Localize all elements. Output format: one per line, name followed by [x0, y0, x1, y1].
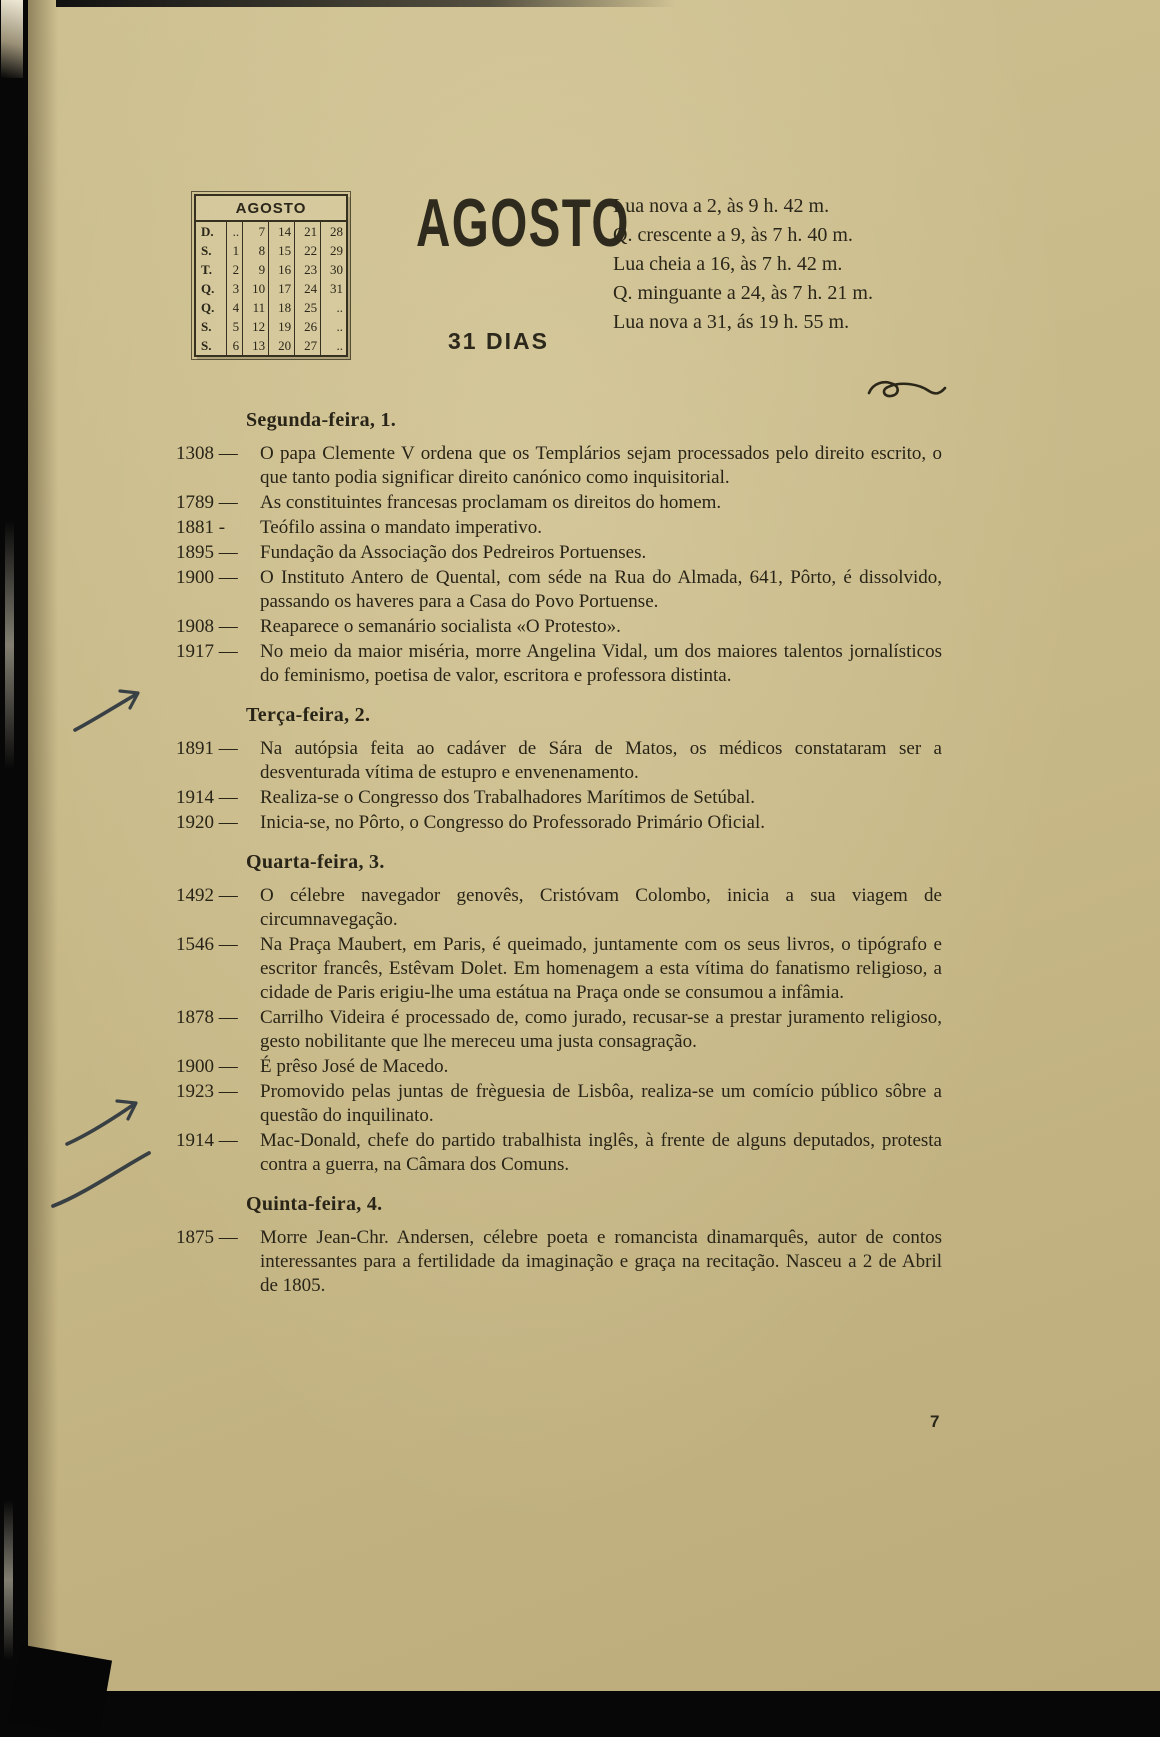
calendar-date: 13 [243, 336, 269, 355]
event-year: 1914 — [176, 787, 238, 808]
moon-phase-line: Q. minguante a 24, às 7 h. 21 m. [613, 282, 873, 304]
calendar-date: 8 [243, 241, 269, 260]
moon-phase-line: Lua nova a 2, às 9 h. 42 m. [613, 195, 830, 217]
calendar-row [196, 317, 346, 336]
weekday-letter: Q. [201, 300, 215, 315]
calendar-row [196, 336, 346, 355]
calendar-date: 26 [295, 317, 321, 336]
calendar-table [194, 194, 348, 357]
event-year: 1881 - [176, 517, 226, 538]
calendar-date: 29 [321, 241, 346, 260]
event-entry [176, 1226, 942, 1298]
calendar-date: .. [227, 222, 243, 241]
event-year: 1308 — [176, 443, 238, 464]
weekday-letter: T. [201, 262, 212, 277]
event-year: 1546 — [176, 934, 238, 955]
event-year: 1895 — [176, 542, 238, 563]
calendar-date: .. [321, 298, 346, 317]
event-year: 1891 — [176, 738, 238, 759]
event-text: Promovido pelas juntas de frèguesia de Lisbôa, realiza-se um comício público sôbre a questão do inquilinato. [260, 1081, 942, 1126]
calendar-date: 24 [295, 279, 321, 298]
calendar-grid [196, 222, 346, 355]
calendar-date: 18 [269, 298, 295, 317]
moon-phases-block [613, 192, 953, 337]
calendar-date: 1 [227, 241, 243, 260]
weekday-letter: S. [201, 338, 212, 353]
calendar-date: 4 [227, 298, 243, 317]
event-text: Inicia-se, no Pôrto, o Congresso do Professorado Primário Oficial. [260, 812, 765, 833]
calendar-date: 28 [321, 222, 346, 241]
weekday-heading: Terça-feira, 2. [246, 704, 371, 726]
event-year: 1900 — [176, 1056, 238, 1077]
event-year: 1923 — [176, 1081, 238, 1102]
calendar-date: 20 [269, 336, 295, 355]
calendar-date: .. [321, 317, 346, 336]
event-entry [176, 811, 942, 835]
calendar-date: 12 [243, 317, 269, 336]
event-text: Realiza-se o Congresso dos Trabalhadores Marítimos de Setúbal. [260, 787, 755, 808]
calendar-date: 14 [269, 222, 295, 241]
spine-highlight [4, 1500, 13, 1660]
calendar-row [196, 279, 346, 298]
event-text: Carrilho Videira é processado de, como jurado, recusar-se a prestar juramento religioso, gesto nobilitante que lhe mereceu uma justa consagração. [260, 1007, 942, 1052]
calendar-date: 31 [321, 279, 346, 298]
event-year: 1900 — [176, 567, 238, 588]
event-text: É prêso José de Macedo. [260, 1056, 449, 1077]
event-year: 1789 — [176, 492, 238, 513]
calendar-date: 5 [227, 317, 243, 336]
event-entry [176, 884, 942, 932]
calendar-row [196, 241, 346, 260]
days-count-label: 31 DIAS [448, 328, 549, 354]
moon-phase-line: Lua nova a 31, ás 19 h. 55 m. [613, 311, 850, 333]
calendar-date: 27 [295, 336, 321, 355]
calendar-date: 11 [243, 298, 269, 317]
handwritten-arrow-mark [72, 688, 144, 734]
calendar-date: 6 [227, 336, 243, 355]
event-text: Mac-Donald, chefe do partido trabalhista inglês, à frente de alguns deputados, protesta contra a guerra, na Câmara dos Comuns. [260, 1130, 942, 1175]
weekday-heading: Segunda-feira, 1. [246, 409, 397, 431]
calendar-row [196, 260, 346, 279]
event-text: O Instituto Antero de Quental, com séde na Rua do Almada, 641, Pôrto, é dissolvido, passando os haveres para a Casa do Povo Portuense. [260, 567, 942, 612]
event-entry [176, 1055, 942, 1079]
calendar-date: .. [321, 336, 346, 355]
event-entry [176, 933, 942, 1005]
calendar-date: 16 [269, 260, 295, 279]
calendar-date: 17 [269, 279, 295, 298]
event-entry [176, 1080, 942, 1128]
calendar-row [196, 298, 346, 317]
event-entry [176, 541, 942, 565]
calendar-date: 25 [295, 298, 321, 317]
event-text: O papa Clemente V ordena que os Templários sejam processados pelo direito escrito, o que tanto podia significar direito canónico como inquisitorial. [260, 443, 942, 488]
handwritten-stroke-mark [50, 1148, 154, 1210]
events-column [176, 405, 942, 1299]
page-edge-highlight [1, 0, 23, 78]
event-year: 1914 — [176, 1130, 238, 1151]
event-year: 1908 — [176, 616, 238, 637]
weekday-letter: S. [201, 243, 212, 258]
calendar-date: 22 [295, 241, 321, 260]
page-corner-shadow [8, 1645, 112, 1737]
calendar-date: 10 [243, 279, 269, 298]
month-title: AGOSTO [416, 185, 630, 261]
event-text: Teófilo assina o mandato imperativo. [260, 517, 543, 538]
event-entry [176, 737, 942, 785]
weekday-letter: D. [201, 224, 214, 239]
calendar-title: AGOSTO [196, 196, 346, 222]
calendar-date: 21 [295, 222, 321, 241]
event-year: 1917 — [176, 641, 238, 662]
calendar-date: 7 [243, 222, 269, 241]
event-entry [176, 1006, 942, 1054]
event-entry [176, 640, 942, 688]
event-entry [176, 786, 942, 810]
event-text: Fundação da Associação dos Pedreiros Portuenses. [260, 542, 647, 563]
event-entry [176, 491, 942, 515]
event-entry [176, 442, 942, 490]
event-text: Na Praça Maubert, em Paris, é queimado, juntamente com os seus livros, o tipógrafo e escritor francês, Estêvam Dolet. Em homenagem a esta vítima do fanatismo religioso, a cidade de Paris erigiu-lhe uma estátua na Praça onde se consumou a infâmia. [260, 934, 942, 1003]
calendar-date: 3 [227, 279, 243, 298]
event-text: Morre Jean-Chr. Andersen, célebre poeta e romancista dinamarquês, autor de contos interessantes para a fertilidade da imaginação e graça na recitação. Nasceu a 2 de Abril de 1805. [260, 1227, 942, 1296]
weekday-letter: S. [201, 319, 212, 334]
page-number: 7 [930, 1412, 940, 1431]
spine-highlight [5, 520, 14, 770]
moon-phase-line: Lua cheia a 16, às 7 h. 42 m. [613, 253, 843, 275]
weekday-letter: Q. [201, 281, 215, 296]
event-year: 1920 — [176, 812, 238, 833]
event-text: No meio da maior miséria, morre Angelina Vidal, um dos maiores talentos jornalísticos do feminismo, poetisa de valor, escritora e professora distinta. [260, 641, 942, 686]
handwritten-arrow-mark [64, 1098, 142, 1148]
event-year: 1875 — [176, 1227, 238, 1248]
event-entry [176, 516, 942, 540]
weekday-heading: Quinta-feira, 4. [246, 1193, 383, 1215]
calendar-date: 9 [243, 260, 269, 279]
weekday-heading: Quarta-feira, 3. [246, 851, 385, 873]
event-text: Reaparece o semanário socialista «O Protesto». [260, 616, 621, 637]
flourish-ornament-icon [866, 378, 948, 406]
moon-phase-line: Q. crescente a 9, às 7 h. 40 m. [613, 224, 853, 246]
calendar-row [196, 222, 346, 241]
page-top-shadow [56, 0, 676, 7]
event-entry [176, 1129, 942, 1177]
event-text: O célebre navegador genovês, Cristóvam Colombo, inicia a sua viagem de circumnavegação. [260, 885, 942, 930]
calendar-date: 19 [269, 317, 295, 336]
calendar-date: 2 [227, 260, 243, 279]
calendar-date: 15 [269, 241, 295, 260]
event-text: As constituintes francesas proclamam os direitos do homem. [260, 492, 722, 513]
event-entry [176, 566, 942, 614]
event-year: 1878 — [176, 1007, 238, 1028]
calendar-date: 30 [321, 260, 346, 279]
event-text: Na autópsia feita ao cadáver de Sára de Matos, os médicos constataram ser a desventurada vítima de estupro e envenenamento. [260, 738, 942, 783]
event-year: 1492 — [176, 885, 238, 906]
almanac-page [28, 0, 1160, 1691]
calendar-date: 23 [295, 260, 321, 279]
event-entry [176, 615, 942, 639]
